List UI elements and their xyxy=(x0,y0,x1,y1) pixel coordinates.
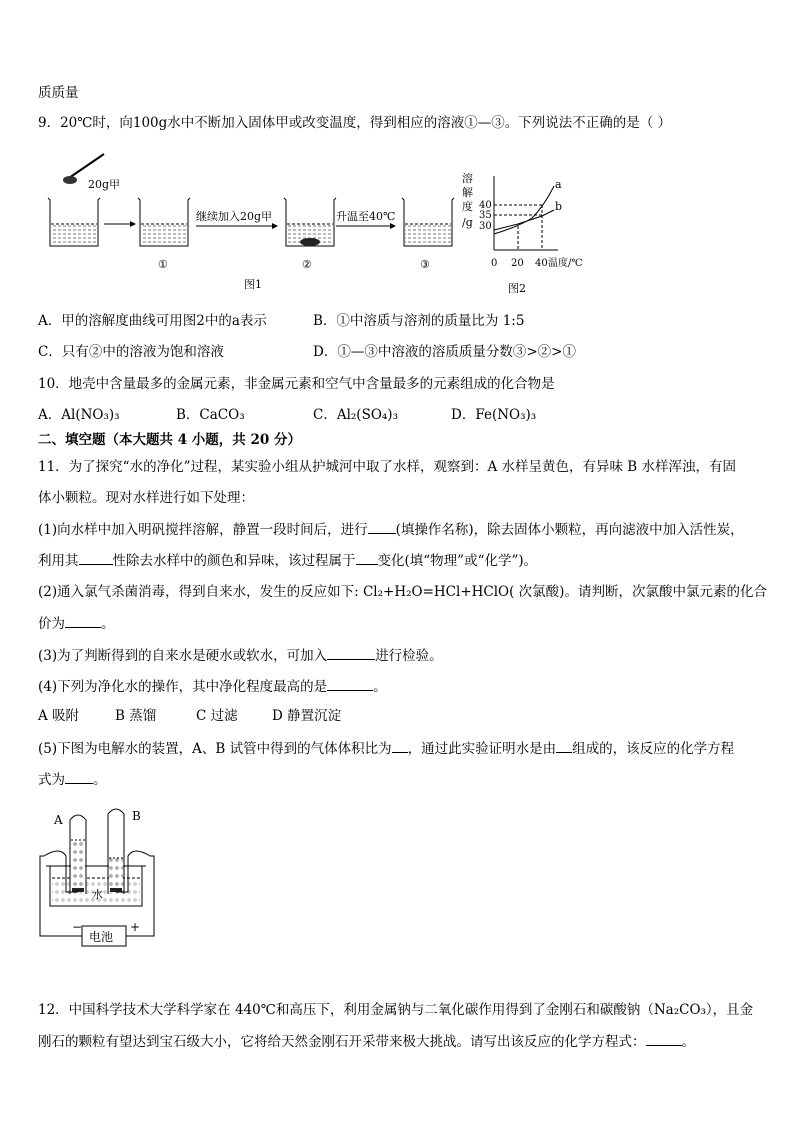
x-label: 温度/℃ xyxy=(548,258,583,269)
q11-part2-line1: (2)通入氯气杀菌消毒，得到自来水，发生的反应如下: Cl₂+H₂O=HCl+HClO( 次氯酸)。请判断，次氯酸中氯元素的化合 xyxy=(38,584,767,600)
curve-b-label: b xyxy=(555,200,563,213)
q9-option-b: B．①中溶质与溶剂的质量比为 1:5 xyxy=(313,313,525,329)
q10-option-d: D．Fe(NO₃)₃ xyxy=(451,407,537,423)
blank-best-method[interactable] xyxy=(327,677,373,691)
figure-electrolysis xyxy=(36,800,166,952)
blank-operation[interactable] xyxy=(368,520,396,534)
x-tick-0: 0 xyxy=(491,258,498,269)
q11-part1-line2: 利用其 性除去水样中的颜色和异味，该过程属于 变化(填“物理”或“化学”)。 xyxy=(38,553,538,569)
y-label-1: 溶 xyxy=(462,172,473,185)
beaker-start xyxy=(48,198,100,246)
beaker-label-2: ② xyxy=(302,258,312,271)
label-20g: 20g甲 xyxy=(88,178,121,191)
blank-reagent[interactable] xyxy=(327,646,375,660)
label-heat-40: 升温至40℃ xyxy=(336,210,396,223)
y-tick-35: 35 xyxy=(479,210,492,221)
figure-1-caption: 图1 xyxy=(244,278,262,291)
q11-part4-option-c: C 过滤 xyxy=(196,708,238,724)
blank-ratio[interactable] xyxy=(392,739,408,753)
q11-part5-line1: (5)下图为电解水的装置，A、B 试管中得到的气体体积比为 ，通过此实验证明水是由 组成的，该反应的化学方程 xyxy=(38,741,735,757)
beaker-3 xyxy=(402,198,454,246)
y-tick-30: 30 xyxy=(479,221,492,232)
battery-plus: + xyxy=(130,920,141,934)
q11-part4: (4)下列为净化水的操作，其中净化程度最高的是 。 xyxy=(38,679,387,695)
tube-b xyxy=(108,809,124,894)
blank-change-type[interactable] xyxy=(356,551,378,565)
figure-2-caption: 图2 xyxy=(508,282,526,295)
q10-option-a: A．Al(NO₃)₃ xyxy=(38,407,120,423)
question-11-line1: 11．为了探究“水的净化”过程，某实验小组从护城河中取了水样，观察到：A 水样呈黄色，有异味 B 水样浑浊，有固 xyxy=(38,459,737,475)
y-label-3: 度 xyxy=(462,200,473,213)
q11-part5-line2: 式为 。 xyxy=(38,772,107,788)
blank-equation-11[interactable] xyxy=(65,770,93,784)
water-label: 水 xyxy=(92,888,103,901)
tube-b-label: B xyxy=(132,809,141,823)
curve-a xyxy=(494,186,554,234)
question-10: 10．地壳中含量最多的金属元素，非金属元素和空气中含量最多的元素组成的化合物是 xyxy=(38,376,555,392)
beaker-label-1: ① xyxy=(158,258,168,271)
y-tick-40: 40 xyxy=(479,200,492,211)
q11-part4-option-b: B 蒸馏 xyxy=(115,708,157,724)
figure-2-solubility-chart xyxy=(460,168,590,298)
beaker-2 xyxy=(284,198,336,246)
q9-option-d: D．①—③中溶液的溶质质量分数③>②>① xyxy=(313,344,576,360)
tube-a-label: A xyxy=(54,813,63,827)
x-tick-20: 20 xyxy=(511,258,524,269)
line-0: 质质量 xyxy=(38,85,79,101)
q10-option-b: B．CaCO₃ xyxy=(176,407,245,423)
question-11-line2: 体小颗粒。现对水样进行如下处理： xyxy=(38,490,254,506)
battery-label: 电池 xyxy=(89,930,114,944)
q11-part1-line1: (1)向水样中加入明矾搅拌溶解，静置一段时间后，进行 (填操作名称)，除去固体小颗粒，再向滤液中加入活性炭， xyxy=(38,522,744,538)
label-add-20g: 继续加入20g甲 xyxy=(196,210,273,223)
blank-composition[interactable] xyxy=(556,739,572,753)
beaker-label-3: ③ xyxy=(420,258,430,271)
y-label-2: 解 xyxy=(462,186,473,199)
q11-part4-option-d: D 静置沉淀 xyxy=(272,708,342,724)
q10-option-c: C．Al₂(SO₄)₃ xyxy=(313,407,398,423)
question-9: 9．20℃时，向100g水中不断加入固体甲或改变温度，得到相应的溶液①—③。下列说法不正确的是（ ） xyxy=(38,115,672,131)
tube-a xyxy=(70,815,86,894)
blank-valence[interactable] xyxy=(65,614,101,628)
x-tick-40: 40 xyxy=(535,258,548,269)
q11-part4-option-a: A 吸附 xyxy=(38,708,80,724)
section-2-title: 二、填空题（本大题共 4 小题，共 20 分） xyxy=(38,432,301,448)
y-label-4: /g xyxy=(462,216,473,229)
q11-part2-line2: 价为 。 xyxy=(38,616,115,632)
figure-1 xyxy=(38,148,458,298)
blank-property[interactable] xyxy=(79,551,113,565)
curve-a-label: a xyxy=(555,178,562,191)
question-12-line2: 刚石的颗粒有望达到宝石级大小，它将给天然金刚石开采带来极大挑战。请写出该反应的化学方程式： 。 xyxy=(38,1034,695,1050)
battery-minus: − xyxy=(72,920,83,934)
q11-part3: (3)为了判断得到的自来水是硬水或软水，可加入 进行检验。 xyxy=(38,648,443,664)
curve-b xyxy=(494,210,554,230)
question-12-line1: 12．中国科学技术大学科学家在 440℃和高压下，利用金属钠与二氧化碳作用得到了金刚石和碳酸钠（Na₂CO₃），且金 xyxy=(38,1002,754,1018)
blank-equation-12[interactable] xyxy=(646,1032,682,1046)
q9-option-c: C．只有②中的溶液为饱和溶液 xyxy=(38,344,224,360)
beaker-1 xyxy=(138,198,190,246)
q9-option-a: A．甲的溶解度曲线可用图2中的a表示 xyxy=(38,313,267,329)
